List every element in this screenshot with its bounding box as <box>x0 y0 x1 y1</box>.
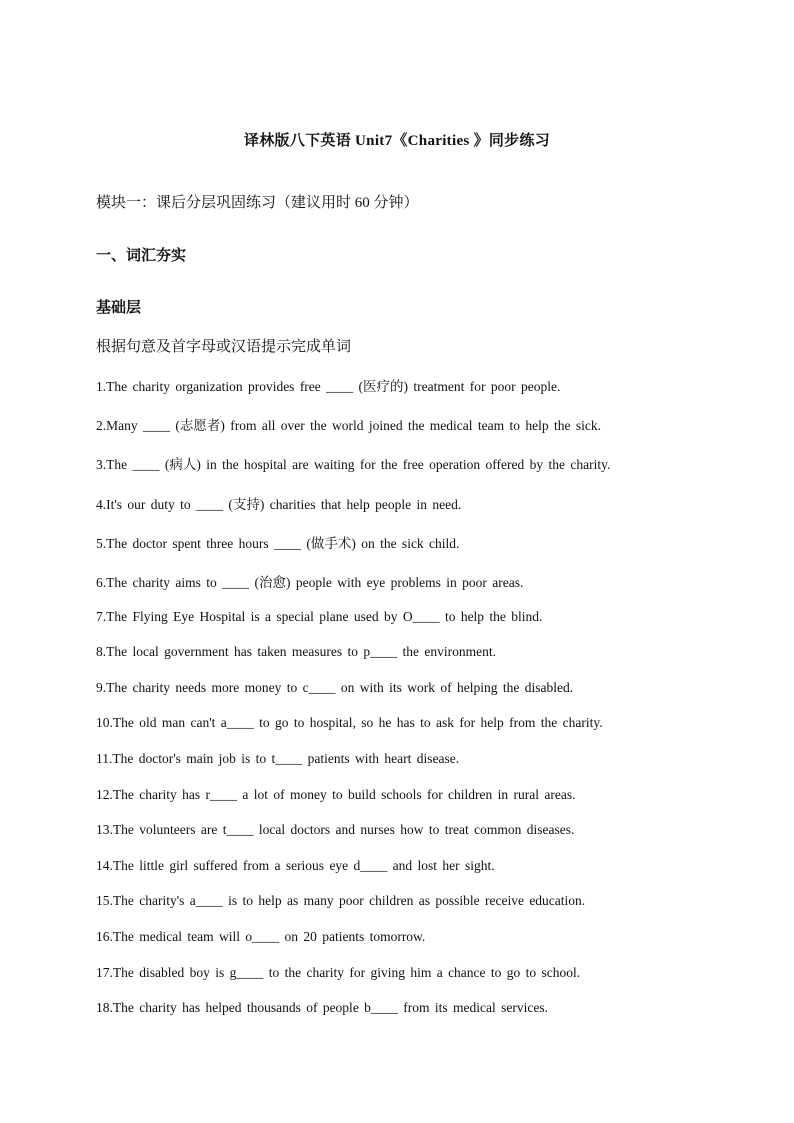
exercise-item: 5.The doctor spent three hours ____ (做手术) on the sick child. <box>96 536 460 551</box>
exercise-item: 17.The disabled boy is g____ to the charity for giving him a chance to go to school. <box>96 965 581 980</box>
exercise-item: 2.Many ____ (志愿者) from all over the world joined the medical team to help the sick. <box>96 418 602 433</box>
exercise-item: 9.The charity needs more money to c____ on with its work of helping the disabled. <box>96 680 574 695</box>
exercise-item: 14.The little girl suffered from a serious eye d____ and lost her sight. <box>96 858 495 873</box>
exercise-item: 3.The ____ (病人) in the hospital are waiting for the free operation offered by the charity. <box>96 457 611 472</box>
exercise-item: 10.The old man can't a____ to go to hospital, so he has to ask for help from the charity. <box>96 715 603 730</box>
level-heading: 基础层 <box>96 300 142 316</box>
exercise-item: 7.The Flying Eye Hospital is a special plane used by O____ to help the blind. <box>96 609 543 624</box>
document-title: 译林版八下英语 Unit7《Charities 》同步练习 <box>243 133 551 149</box>
exercise-item: 6.The charity aims to ____ (治愈) people with eye problems in poor areas. <box>96 575 524 590</box>
exercise-item: 15.The charity's a____ is to help as many poor children as possible receive education. <box>96 893 586 908</box>
module-heading: 模块一：课后分层巩固练习（建议用时 60 分钟） <box>96 195 419 211</box>
exercise-item: 12.The charity has r____ a lot of money to build schools for children in rural areas. <box>96 787 576 802</box>
exercise-item: 11.The doctor's main job is to t____ patients with heart disease. <box>96 751 460 766</box>
exercise-item: 1.The charity organization provides free ____ (医疗的) treatment for poor people. <box>96 379 561 394</box>
instruction-text: 根据句意及首字母或汉语提示完成单词 <box>96 339 352 355</box>
exercise-item: 4.It's our duty to ____ (支持) charities that help people in need. <box>96 497 462 512</box>
section-heading: 一、词汇夯实 <box>96 248 187 264</box>
exercise-item: 16.The medical team will o____ on 20 patients tomorrow. <box>96 929 426 944</box>
exercise-item: 13.The volunteers are t____ local doctors and nurses how to treat common diseases. <box>96 822 575 837</box>
exercise-item: 18.The charity has helped thousands of people b____ from its medical services. <box>96 1000 549 1015</box>
exercise-item: 8.The local government has taken measures to p____ the environment. <box>96 644 497 659</box>
